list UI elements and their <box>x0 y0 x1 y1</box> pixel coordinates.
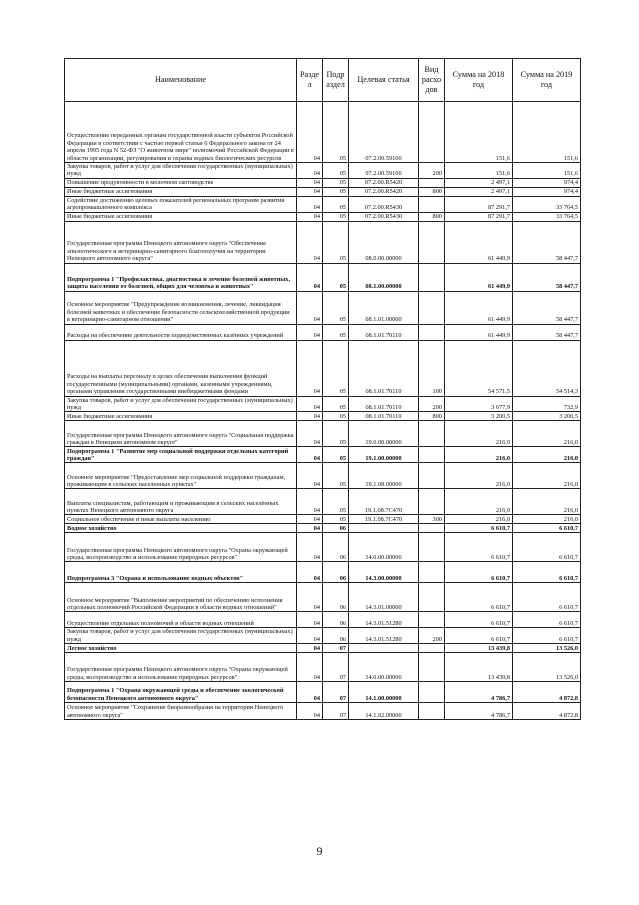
cell-section: 04 <box>297 187 323 196</box>
cell-sum-2019: 6 610,7 <box>513 533 581 562</box>
cell-sum-2018: 4 786,7 <box>445 682 513 703</box>
cell-expense-type: 200 <box>419 628 445 644</box>
table-header-row <box>65 59 581 102</box>
cell-sum-2019: 216,0 <box>513 447 581 463</box>
cell-sum-2018: 61 449,9 <box>445 221 513 263</box>
cell-sum-2018: 6 610,7 <box>445 533 513 562</box>
cell-sum-2019: 3 200,5 <box>513 412 581 421</box>
cell-article <box>349 644 419 653</box>
cell-expense-type <box>419 221 445 263</box>
cell-expense-type: 100 <box>419 340 445 396</box>
table-row <box>65 533 581 562</box>
cell-article: 14.1.00.00000 <box>349 682 419 703</box>
cell-expense-type <box>419 612 445 628</box>
cell-name: Осуществление отдельных полномочий в области водных отношений <box>65 612 297 628</box>
cell-expense-type <box>419 421 445 447</box>
cell-expense-type <box>419 562 445 583</box>
cell-sum-2018: 3 200,5 <box>445 412 513 421</box>
cell-article: 19.1.00.00000 <box>349 447 419 463</box>
cell-sum-2018: 6 610,7 <box>445 562 513 583</box>
cell-subsection: 05 <box>323 196 349 212</box>
cell-section: 04 <box>297 221 323 263</box>
cell-section: 04 <box>297 703 323 720</box>
cell-subsection: 05 <box>323 412 349 421</box>
cell-expense-type <box>419 324 445 340</box>
cell-sum-2019: 54 514,3 <box>513 340 581 396</box>
cell-article: 07.2.00.R5430 <box>349 212 419 221</box>
cell-section: 04 <box>297 612 323 628</box>
cell-article: 07.2.00.R5420 <box>349 178 419 187</box>
cell-expense-type <box>419 291 445 324</box>
cell-subsection: 07 <box>323 703 349 720</box>
cell-sum-2019: 216,0 <box>513 463 581 489</box>
cell-subsection: 05 <box>323 263 349 291</box>
cell-sum-2018: 61 449,9 <box>445 291 513 324</box>
cell-section: 04 <box>297 178 323 187</box>
header-article: Целевая статья <box>349 59 419 102</box>
cell-subsection: 06 <box>323 524 349 533</box>
header-sum-2019: Сумма на 2019 год <box>513 59 581 102</box>
cell-article: 14.0.00.00000 <box>349 533 419 562</box>
table-row <box>65 102 581 163</box>
cell-article: 07.2.00.59100 <box>349 163 419 179</box>
cell-sum-2018: 216,0 <box>445 421 513 447</box>
cell-sum-2018: 6 610,7 <box>445 612 513 628</box>
cell-subsection: 06 <box>323 583 349 612</box>
cell-subsection: 05 <box>323 421 349 447</box>
cell-name: Подпрограмма 1 "Профилактика, диагностика и лечение болезней животных, защита населения от болезней, общих для человека и животных" <box>65 263 297 291</box>
cell-article: 07.2.00.R5430 <box>349 196 419 212</box>
cell-subsection: 05 <box>323 396 349 412</box>
cell-section: 04 <box>297 212 323 221</box>
table-row <box>65 703 581 720</box>
cell-sum-2019: 4 872,8 <box>513 703 581 720</box>
cell-subsection: 05 <box>323 447 349 463</box>
cell-sum-2018: 2 497,1 <box>445 187 513 196</box>
cell-sum-2018: 3 677,9 <box>445 396 513 412</box>
cell-sum-2018: 216,0 <box>445 515 513 524</box>
cell-subsection: 05 <box>323 291 349 324</box>
cell-sum-2019: 6 610,7 <box>513 524 581 533</box>
cell-name: Выплаты специалистам, работающим и проживающим в сельских населённых пунктах Ненецкого автономного округа <box>65 489 297 515</box>
header-expense-type: Вид расхо дов <box>419 59 445 102</box>
budget-table <box>64 58 581 720</box>
cell-name: Иные бюджетные ассигнования <box>65 187 297 196</box>
cell-subsection: 07 <box>323 653 349 682</box>
cell-subsection: 05 <box>323 187 349 196</box>
cell-sum-2019: 4 872,8 <box>513 682 581 703</box>
cell-section: 04 <box>297 421 323 447</box>
cell-section: 04 <box>297 396 323 412</box>
cell-sum-2018: 61 449,9 <box>445 263 513 291</box>
cell-name: Водное хозяйство <box>65 524 297 533</box>
cell-section: 04 <box>297 263 323 291</box>
cell-sum-2019: 216,0 <box>513 421 581 447</box>
cell-expense-type: 200 <box>419 396 445 412</box>
cell-article: 07.2.00.R5420 <box>349 187 419 196</box>
table-row <box>65 489 581 515</box>
table-row <box>65 515 581 524</box>
table-body <box>65 102 581 720</box>
cell-name: Расходы на выплаты персоналу в целях обеспечения выполнения функций государственными (муниципальными) органами, казенными учреждениями, органами управления государственными внебюджетными фондами <box>65 340 297 396</box>
cell-sum-2019: 151,6 <box>513 102 581 163</box>
cell-name: Подпрограмма 1 "Развитие мер социальной поддержки отдельных категорий граждан" <box>65 447 297 463</box>
cell-name: Основное мероприятие "Выполнение мероприятий по обеспечению исполнения отдельных полномочий Российской Федерации в области водных отношений" <box>65 583 297 612</box>
cell-article: 14.3.01.51280 <box>349 628 419 644</box>
cell-sum-2019: 58 447,7 <box>513 263 581 291</box>
header-sum-2018: Сумма на 2018 год <box>445 59 513 102</box>
table-row <box>65 463 581 489</box>
cell-name: Подпрограмма 1 "Охрана окружающей среды и обеспечение экологической безопасности Ненецкого автономного округа" <box>65 682 297 703</box>
cell-name: Основное мероприятие "Предоставление мер социальной поддержки гражданам, проживающим в сельских населенных пунктах" <box>65 463 297 489</box>
table-row <box>65 340 581 396</box>
cell-article: 14.1.02.00000 <box>349 703 419 720</box>
cell-sum-2018: 13 439,8 <box>445 653 513 682</box>
page-number: 9 <box>316 844 323 858</box>
cell-name: Лесное хозяйство <box>65 644 297 653</box>
header-section: Разде л <box>297 59 323 102</box>
cell-subsection: 05 <box>323 178 349 187</box>
cell-article: 08.1.01.70110 <box>349 412 419 421</box>
cell-subsection: 05 <box>323 324 349 340</box>
cell-sum-2019: 13 526,0 <box>513 653 581 682</box>
cell-sum-2018: 2 497,1 <box>445 178 513 187</box>
table-row <box>65 524 581 533</box>
cell-expense-type <box>419 447 445 463</box>
cell-section: 04 <box>297 447 323 463</box>
header-subsection: Подр аздел <box>323 59 349 102</box>
cell-section: 04 <box>297 644 323 653</box>
cell-name: Иные бюджетные ассигнования <box>65 412 297 421</box>
cell-article: 07.2.00.59100 <box>349 102 419 163</box>
cell-sum-2019: 974,4 <box>513 178 581 187</box>
cell-article <box>349 524 419 533</box>
table-row <box>65 221 581 263</box>
cell-section: 04 <box>297 463 323 489</box>
cell-section: 04 <box>297 583 323 612</box>
cell-section: 04 <box>297 102 323 163</box>
cell-name: Государственная программа Ненецкого автономного округа "Охрана окружающей среды, воспроизводство и использование природных ресурсов" <box>65 653 297 682</box>
cell-sum-2018: 6 610,7 <box>445 583 513 612</box>
cell-subsection: 07 <box>323 644 349 653</box>
cell-subsection: 05 <box>323 515 349 524</box>
cell-sum-2019: 58 447,7 <box>513 324 581 340</box>
cell-article: 08.1.01.70110 <box>349 340 419 396</box>
cell-section: 04 <box>297 515 323 524</box>
cell-sum-2019: 216,0 <box>513 489 581 515</box>
cell-expense-type <box>419 533 445 562</box>
cell-expense-type: 800 <box>419 187 445 196</box>
cell-name: Закупка товаров, работ и услуг для обеспечения государственных (муниципальных) нужд <box>65 163 297 179</box>
cell-name: Социальное обеспечение и иные выплаты населению <box>65 515 297 524</box>
cell-name: Государственная программа Ненецкого автономного округа "Обеспечение эпизоотического и ветеринарно-санитарного благополучия на территории Ненецкого автономного округа" <box>65 221 297 263</box>
cell-name: Основное мероприятие "Предупреждение возникновения, лечение, ликвидация болезней животных и обеспечение безопасности сельскохозяйственной продукции в ветеринарно-санитарном отношении" <box>65 291 297 324</box>
cell-sum-2019: 974,4 <box>513 187 581 196</box>
cell-subsection: 05 <box>323 212 349 221</box>
cell-section: 04 <box>297 163 323 179</box>
cell-article: 08.0.00.00000 <box>349 221 419 263</box>
table-row <box>65 583 581 612</box>
cell-name: Иные бюджетные ассигнования <box>65 212 297 221</box>
cell-subsection: 06 <box>323 628 349 644</box>
cell-article: 14.3.00.00000 <box>349 562 419 583</box>
cell-article: 08.1.00.00000 <box>349 263 419 291</box>
cell-expense-type: 800 <box>419 212 445 221</box>
cell-expense-type <box>419 178 445 187</box>
cell-article: 08.1.01.70110 <box>349 324 419 340</box>
cell-article: 19.1.08.7C470 <box>349 489 419 515</box>
cell-sum-2018: 6 610,7 <box>445 628 513 644</box>
cell-article: 19.1.08.00000 <box>349 463 419 489</box>
table-row <box>65 396 581 412</box>
cell-sum-2019: 6 610,7 <box>513 628 581 644</box>
cell-sum-2018: 87 291,7 <box>445 196 513 212</box>
table-row <box>65 263 581 291</box>
cell-sum-2019: 216,0 <box>513 515 581 524</box>
cell-subsection: 05 <box>323 221 349 263</box>
cell-sum-2018: 216,0 <box>445 489 513 515</box>
table-row <box>65 644 581 653</box>
cell-name: Содействие достижению целевых показателей региональных программ развития агропромышленного комплекса <box>65 196 297 212</box>
table-row <box>65 628 581 644</box>
cell-sum-2019: 732,9 <box>513 396 581 412</box>
cell-name: Государственная программа Ненецкого автономного округа "Охрана окружающей среды, воспроизводство и использование природных ресурсов" <box>65 533 297 562</box>
cell-name: Повышение продуктивности в молочном скотоводстве <box>65 178 297 187</box>
table-row <box>65 412 581 421</box>
table-row <box>65 196 581 212</box>
cell-name: Расходы на обеспечение деятельности подведомственных казённых учреждений <box>65 324 297 340</box>
cell-sum-2019: 6 610,7 <box>513 612 581 628</box>
cell-sum-2019: 6 610,7 <box>513 583 581 612</box>
cell-sum-2019: 6 610,7 <box>513 562 581 583</box>
cell-sum-2019: 58 447,7 <box>513 221 581 263</box>
cell-subsection: 05 <box>323 163 349 179</box>
cell-expense-type <box>419 489 445 515</box>
cell-sum-2018: 216,0 <box>445 447 513 463</box>
table-row <box>65 562 581 583</box>
cell-article: 14.3.01.00000 <box>349 583 419 612</box>
cell-section: 04 <box>297 682 323 703</box>
cell-expense-type: 200 <box>419 163 445 179</box>
cell-article: 19.0.00.00000 <box>349 421 419 447</box>
cell-sum-2018: 87 291,7 <box>445 212 513 221</box>
cell-sum-2019: 33 764,5 <box>513 212 581 221</box>
cell-expense-type <box>419 682 445 703</box>
cell-sum-2019: 13 526,0 <box>513 644 581 653</box>
cell-section: 04 <box>297 412 323 421</box>
cell-article: 19.1.08.7C470 <box>349 515 419 524</box>
cell-sum-2018: 216,0 <box>445 463 513 489</box>
cell-section: 04 <box>297 324 323 340</box>
cell-section: 04 <box>297 533 323 562</box>
cell-subsection: 05 <box>323 489 349 515</box>
cell-section: 04 <box>297 628 323 644</box>
cell-sum-2018: 6 610,7 <box>445 524 513 533</box>
cell-sum-2019: 151,6 <box>513 163 581 179</box>
cell-expense-type <box>419 583 445 612</box>
cell-expense-type <box>419 644 445 653</box>
cell-expense-type: 300 <box>419 515 445 524</box>
cell-expense-type <box>419 102 445 163</box>
cell-section: 04 <box>297 524 323 533</box>
table-row <box>65 447 581 463</box>
cell-section: 04 <box>297 653 323 682</box>
table-row <box>65 612 581 628</box>
cell-sum-2018: 151,6 <box>445 163 513 179</box>
cell-subsection: 05 <box>323 463 349 489</box>
cell-expense-type <box>419 263 445 291</box>
cell-subsection: 05 <box>323 340 349 396</box>
cell-name: Государственная программа Ненецкого автономного округа "Социальная поддержка граждан в Ненецком автономном округе" <box>65 421 297 447</box>
cell-sum-2018: 13 439,8 <box>445 644 513 653</box>
table-row <box>65 421 581 447</box>
cell-expense-type <box>419 463 445 489</box>
cell-sum-2019: 33 764,5 <box>513 196 581 212</box>
cell-section: 04 <box>297 489 323 515</box>
cell-article: 08.1.01.00000 <box>349 291 419 324</box>
cell-section: 04 <box>297 562 323 583</box>
cell-name: Осуществление переданных органам государственной власти субъектов Российской Федерации в соответствии с частью первой статьи 6 Федерального закона от 24 апреля 1995 года N 52-ФЗ "О животном мире" полномочий Российской Федерации в области организации, регулирования и охраны водных биологических ресурсов <box>65 102 297 163</box>
header-name: Наименование <box>65 59 297 102</box>
table-row <box>65 212 581 221</box>
cell-name: Закупка товаров, работ и услуг для обеспечения государственных (муниципальных) нужд <box>65 628 297 644</box>
cell-name: Закупка товаров, работ и услуг для обеспечения государственных (муниципальных) нужд <box>65 396 297 412</box>
table-row <box>65 187 581 196</box>
cell-sum-2018: 61 449,9 <box>445 324 513 340</box>
cell-article: 14.3.01.51280 <box>349 612 419 628</box>
cell-subsection: 06 <box>323 562 349 583</box>
cell-expense-type <box>419 703 445 720</box>
cell-sum-2018: 4 786,7 <box>445 703 513 720</box>
table-row <box>65 682 581 703</box>
cell-expense-type <box>419 524 445 533</box>
cell-subsection: 06 <box>323 612 349 628</box>
cell-sum-2018: 54 571,5 <box>445 340 513 396</box>
table-row <box>65 653 581 682</box>
cell-subsection: 07 <box>323 682 349 703</box>
cell-name: Основное мероприятие "Сохранение биоразнообразия на территории Ненецкого автономного округа" <box>65 703 297 720</box>
cell-expense-type <box>419 653 445 682</box>
cell-name: Подпрограмма 3 "Охрана и использование водных объектов" <box>65 562 297 583</box>
cell-section: 04 <box>297 196 323 212</box>
cell-subsection: 05 <box>323 102 349 163</box>
table-row <box>65 163 581 179</box>
table-row <box>65 324 581 340</box>
cell-section: 04 <box>297 291 323 324</box>
cell-subsection: 06 <box>323 533 349 562</box>
table-row <box>65 291 581 324</box>
cell-expense-type <box>419 196 445 212</box>
cell-section: 04 <box>297 340 323 396</box>
cell-sum-2018: 151,6 <box>445 102 513 163</box>
cell-article: 14.0.00.00000 <box>349 653 419 682</box>
table-row <box>65 178 581 187</box>
cell-sum-2019: 58 447,7 <box>513 291 581 324</box>
cell-expense-type: 800 <box>419 412 445 421</box>
cell-article: 08.1.01.70110 <box>349 396 419 412</box>
